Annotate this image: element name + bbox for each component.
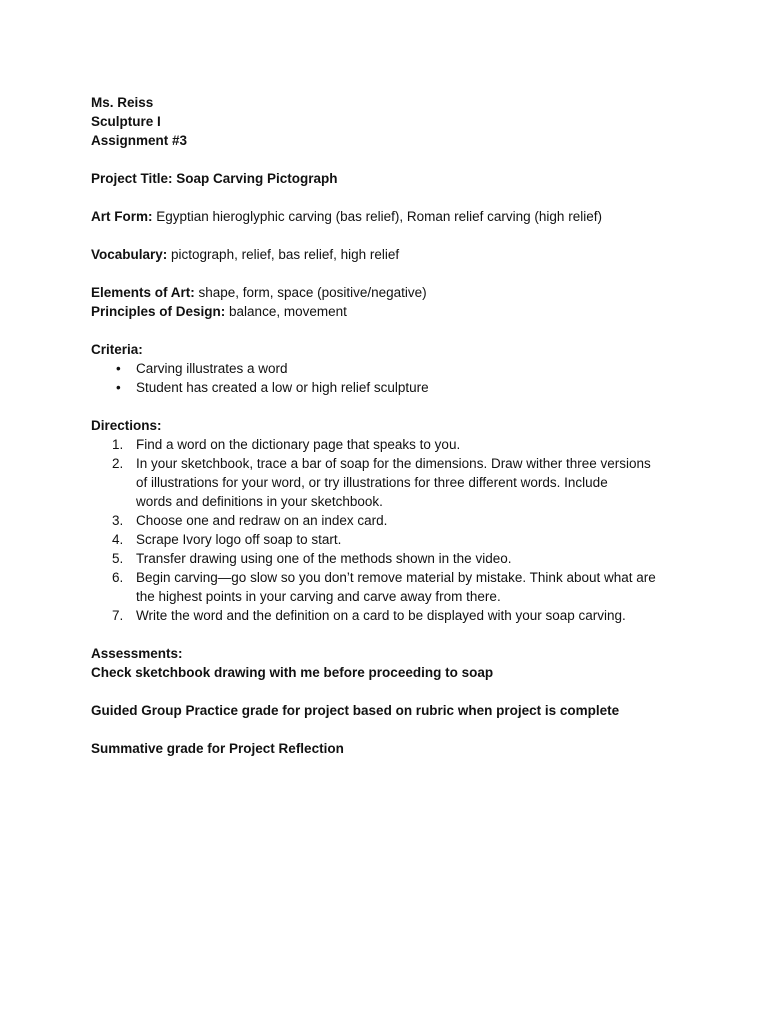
teacher-name: Ms. Reiss	[91, 95, 154, 110]
project-title: Project Title: Soap Carving Pictograph	[91, 171, 338, 186]
spacer	[91, 188, 701, 207]
directions-heading: Directions:	[91, 418, 162, 433]
step-number: 4.	[112, 532, 124, 547]
art-form-line	[91, 207, 701, 226]
course-name: Sculpture I	[91, 114, 161, 129]
assessment-check: Check sketchbook drawing with me before proceeding to soap	[91, 665, 494, 680]
elements-line	[91, 283, 701, 302]
step-line: of illustrations for your word, or try illustrations for three different words. Include	[136, 475, 608, 490]
list-item	[91, 435, 701, 454]
assessment-guided: Guided Group Practice grade for project based on rubric when project is complete	[91, 703, 620, 718]
step-line: Transfer drawing using one of the methods shown in the video.	[136, 551, 512, 566]
step-text	[136, 549, 701, 568]
step-text	[136, 530, 701, 549]
step-line: words and definitions in your sketchbook.	[136, 494, 383, 509]
criteria-heading: Criteria:	[91, 342, 143, 357]
list-item	[91, 359, 701, 378]
spacer	[91, 150, 701, 169]
step-number: 5.	[112, 551, 124, 566]
step-line: In your sketchbook, trace a bar of soap for the dimensions. Draw wither three versions	[136, 456, 651, 471]
step-number: 3.	[112, 513, 124, 528]
spacer	[91, 397, 701, 416]
list-item	[91, 568, 701, 606]
elements-label: Elements of Art:	[91, 285, 195, 300]
vocabulary-value: pictograph, relief, bas relief, high relief	[167, 247, 400, 262]
assessment-summative: Summative grade for Project Reflection	[91, 741, 344, 756]
step-line: Find a word on the dictionary page that speaks to you.	[136, 437, 461, 452]
spacer	[91, 264, 701, 283]
list-item	[91, 511, 701, 530]
principles-line	[91, 302, 701, 321]
step-text	[136, 454, 701, 511]
list-item	[91, 378, 701, 397]
assessments-heading: Assessments:	[91, 646, 183, 661]
spacer	[91, 625, 701, 644]
step-text	[136, 435, 701, 454]
bullet-icon: •	[116, 361, 121, 376]
list-item	[91, 454, 701, 511]
elements-value: shape, form, space (positive/negative)	[194, 285, 427, 300]
assignment-document	[91, 93, 701, 758]
step-line: Scrape Ivory logo off soap to start.	[136, 532, 342, 547]
assignment-number: Assignment #3	[91, 133, 188, 148]
bullet-icon: •	[116, 380, 121, 395]
step-line: Write the word and the definition on a card to be displayed with your soap carving.	[136, 608, 626, 623]
spacer	[91, 720, 701, 739]
spacer	[91, 226, 701, 245]
step-number: 1.	[112, 437, 124, 452]
criteria-item-text: Carving illustrates a word	[136, 361, 288, 376]
criteria-item-text: Student has created a low or high relief sculpture	[136, 380, 429, 395]
principles-value: balance, movement	[225, 304, 347, 319]
list-item	[91, 530, 701, 549]
step-text	[136, 568, 701, 606]
step-line: Choose one and redraw on an index card.	[136, 513, 388, 528]
step-number: 6.	[112, 570, 124, 585]
art-form-label: Art Form:	[91, 209, 153, 224]
directions-list	[91, 435, 701, 625]
art-form-value: Egyptian hieroglyphic carving (bas relief), Roman relief carving (high relief)	[152, 209, 602, 224]
criteria-list	[91, 359, 701, 397]
vocabulary-label: Vocabulary:	[91, 247, 168, 262]
spacer	[91, 321, 701, 340]
spacer	[91, 682, 701, 701]
step-text	[136, 606, 701, 625]
step-number: 2.	[112, 456, 124, 471]
principles-label: Principles of Design:	[91, 304, 226, 319]
vocabulary-line	[91, 245, 701, 264]
list-item	[91, 606, 701, 625]
step-number: 7.	[112, 608, 124, 623]
step-line: the highest points in your carving and carve away from there.	[136, 589, 501, 604]
step-text	[136, 511, 701, 530]
list-item	[91, 549, 701, 568]
step-line: Begin carving—go slow so you don’t remove material by mistake. Think about what are	[136, 570, 656, 585]
